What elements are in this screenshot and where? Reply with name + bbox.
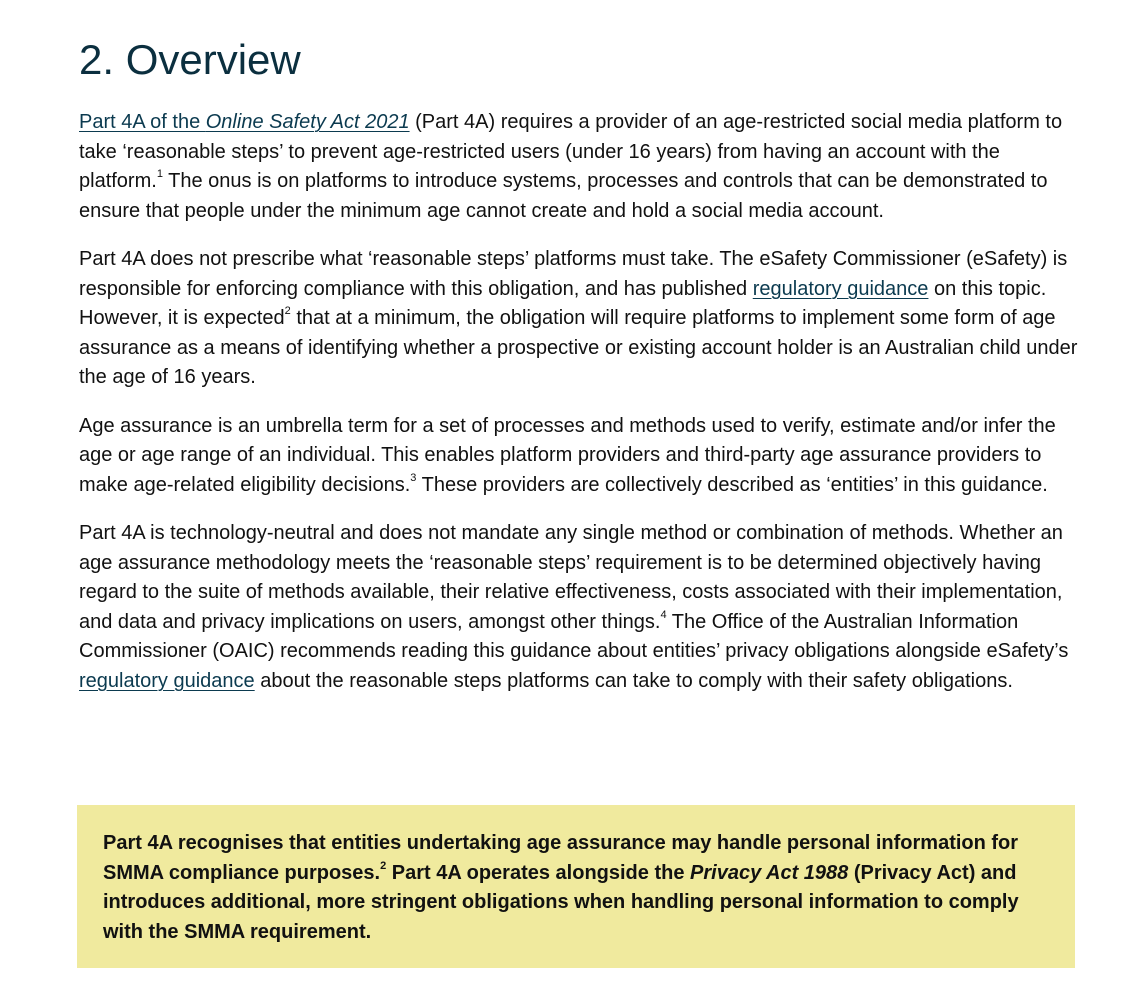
footnote-2: 2 bbox=[284, 305, 291, 318]
link-act-title[interactable]: Online Safety Act 2021 bbox=[205, 111, 410, 133]
privacy-act-title: Privacy Act 1988 bbox=[690, 861, 849, 884]
callout-text bbox=[103, 829, 1035, 947]
p1-text-a: (Part 4A) requires a provider of an age-restricted social media platform to take ‘reasonable steps’ to prevent age-restricted users (under 16 years) from having an account with the platform. bbox=[79, 111, 1063, 192]
p1-text-b: The onus is on platforms to introduce systems, processes and controls that can be demonstrated to ensure that people under the minimum age cannot create and hold a social media account. bbox=[79, 170, 1048, 222]
regulatory-guidance-link-2[interactable]: regulatory guidance bbox=[79, 669, 255, 692]
callout-text-c: (Privacy Act) and introduces additional, more stringent obligations when handling personal information to comply with the SMMA requirement. bbox=[103, 861, 1019, 943]
link-prefix[interactable]: Part 4A of the bbox=[79, 111, 206, 133]
callout-footnote-2: 2 bbox=[380, 859, 387, 872]
paragraph-2 bbox=[79, 245, 1079, 393]
p2-text-a: Part 4A does not prescribe what ‘reasonable steps’ platforms must take. The eSafety Commissioner (eSafety) is responsible for enforcing compliance with this obligation, and has published bbox=[79, 248, 1068, 300]
p4-text-b: The Office of the Australian Information Commissioner (OAIC) recommends reading this guidance about entities’ privacy obligations alongside eSafety’s bbox=[79, 610, 1069, 662]
regulatory-guidance-link-1[interactable]: regulatory guidance bbox=[752, 277, 929, 300]
section-heading: 2. Overview bbox=[79, 36, 301, 83]
footnote-3: 3 bbox=[410, 471, 417, 484]
callout-text-b: Part 4A operates alongside the bbox=[386, 861, 691, 884]
p3-text-b: These providers are collectively described as ‘entities’ in this guidance. bbox=[416, 473, 1048, 496]
p4-text-c: about the reasonable steps platforms can take to comply with their safety obligations. bbox=[254, 669, 1013, 692]
paragraph-1 bbox=[79, 108, 1079, 226]
paragraph-4 bbox=[79, 519, 1079, 696]
callout-box bbox=[77, 805, 1075, 968]
paragraph-3 bbox=[79, 412, 1079, 501]
p2-text-c: that at a minimum, the obligation will require platforms to implement some form of age assurance as a means of identifying whether a prospective or existing account holder is an Australian child under the age of 16 years. bbox=[79, 307, 1078, 388]
p2-text-b: on this topic. However, it is expected bbox=[79, 277, 1047, 329]
document-page bbox=[79, 34, 1079, 715]
footnote-4: 4 bbox=[660, 608, 667, 621]
part-4a-act-link[interactable] bbox=[79, 111, 410, 133]
callout-text-a: Part 4A recognises that entities undertaking age assurance may handle personal information for SMMA compliance purposes. bbox=[103, 832, 1019, 884]
p3-text-a: Age assurance is an umbrella term for a set of processes and methods used to verify, estimate and/or infer the age or age range of an individual. This enables platform providers and third-party age assurance providers to make age-related eligibility decisions. bbox=[79, 414, 1056, 496]
p4-text-a: Part 4A is technology-neutral and does not mandate any single method or combination of methods. Whether an age assurance methodology meets the ‘reasonable steps’ requirement is to be determined objectively having regard to the suite of methods available, their relative effectiveness, costs associated with their implementation, and data and privacy implications on users, amongst other things. bbox=[79, 522, 1063, 633]
footnote-1: 1 bbox=[156, 168, 163, 181]
